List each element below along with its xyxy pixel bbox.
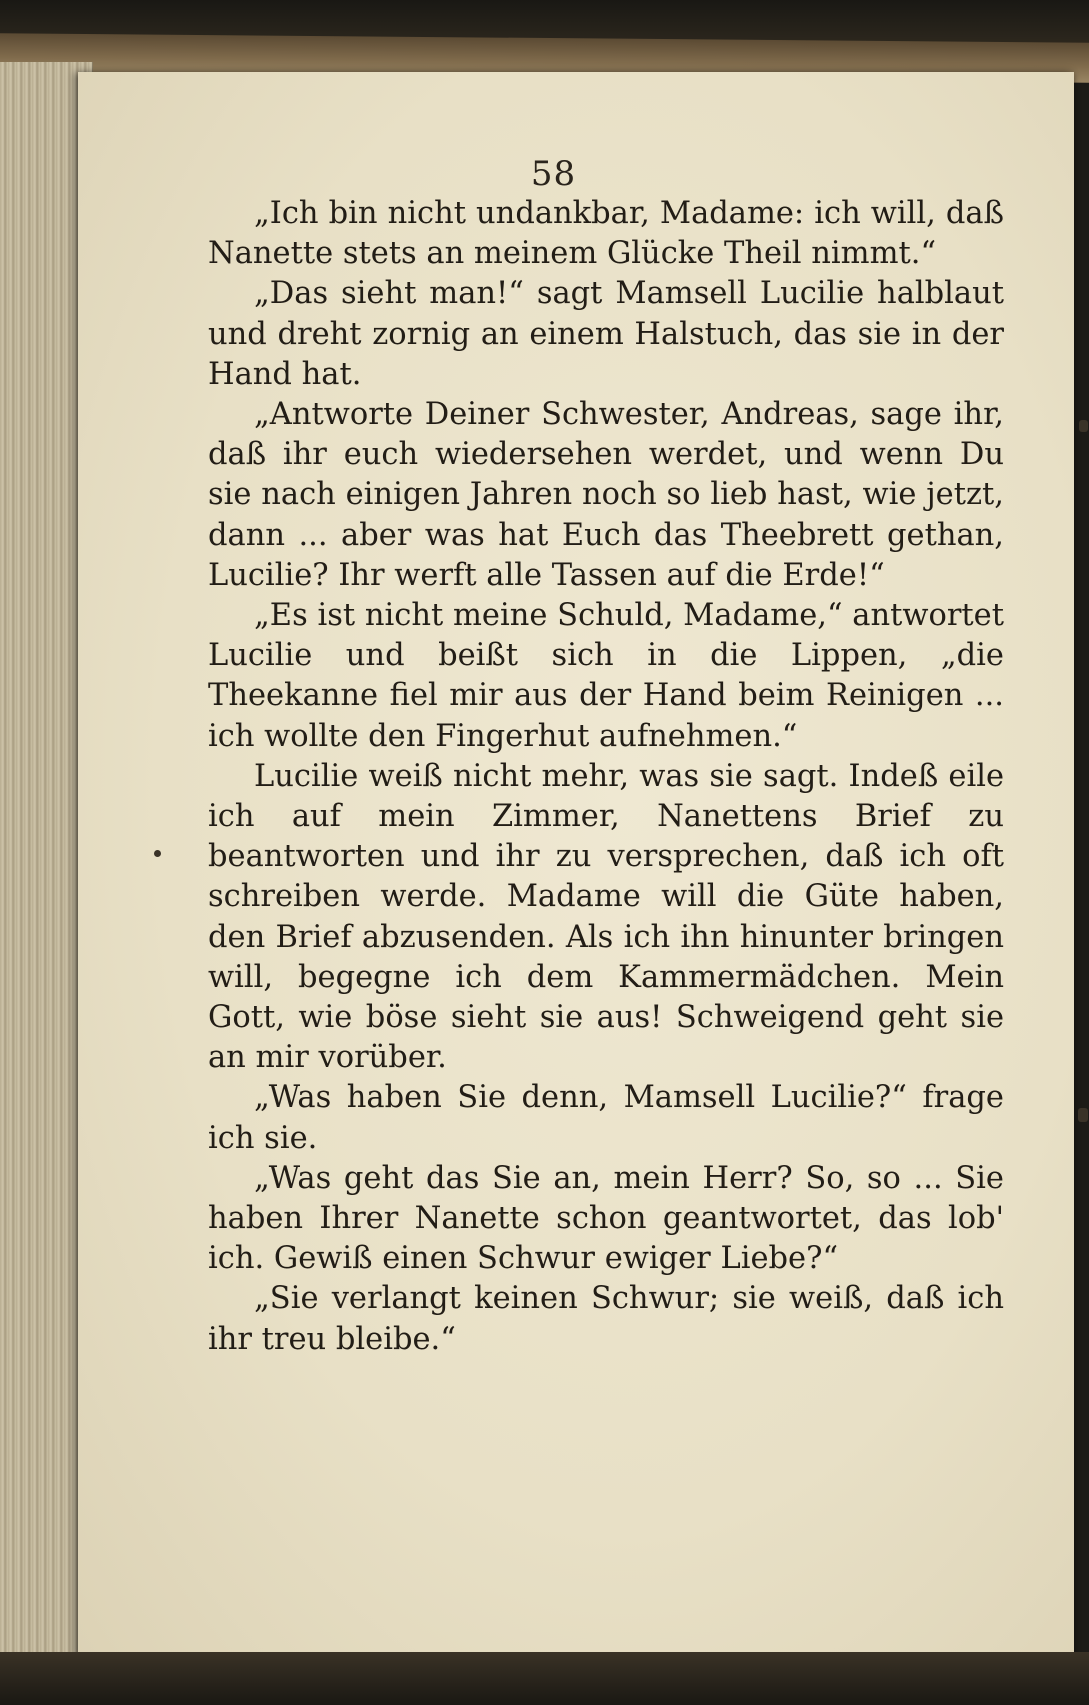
paragraph-6: „Was haben Sie denn, Mamsell Lucilie?“ frage ich sie. — [208, 1080, 1004, 1156]
paragraph-2: „Das sieht man!“ sagt Mamsell Lucilie halblaut und dreht zornig an einem Halstuch, das sie in der Hand hat. — [208, 276, 1004, 392]
bottom-shadow — [0, 1652, 1089, 1705]
paragraph-1: „Ich bin nicht undankbar, Madame: ich will, daß Nanette stets an meinem Glücke Theil nimmt.“ — [208, 196, 1004, 272]
paragraph-3: „Antworte Deiner Schwester, Andreas, sage ihr, daß ihr euch wiedersehen werdet, und wenn Du sie nach einigen Jahren noch so lieb hast, wie jetzt, dann ... aber was hat Euch das Theebrett gethan, Lucilie? Ihr werft alle Tassen auf die Erde!“ — [208, 397, 1004, 593]
page-number: 58 — [530, 154, 577, 194]
paragraph-7: „Was geht das Sie an, mein Herr? So, so ... Sie haben Ihrer Nanette schon geantwortet, das lob' ich. Gewiß einen Schwur ewiger Liebe?“ — [208, 1160, 1004, 1277]
page-tab-mark — [1079, 420, 1088, 432]
page-tab-mark — [1078, 1108, 1088, 1122]
paragraph-4: „Es ist nicht meine Schuld, Madame,“ antwortet Lucilie und beißt sich in die Lippen, „die Theekanne fiel mir aus der Hand beim Reinigen ... ich wollte den Fingerhut aufnehmen.“ — [208, 598, 1004, 754]
paragraph-5: Lucilie weiß nicht mehr, was sie sagt. Indeß eile ich auf mein Zimmer, Nanettens Brief zu beantworten und ihr zu versprechen, daß ich oft schreiben werde. Madame will die Güte haben, den Brief abzusenden. Als ich ihn hinunter bringen will, begegne ich dem Kammermädchen. Mein Gott, wie böse sieht sie aus! Schweigend geht sie an mir vorüber. — [208, 758, 1004, 1076]
body-text — [208, 194, 1004, 1360]
paragraph-8: „Sie verlangt keinen Schwur; sie weiß, daß ich ihr treu bleibe.“ — [208, 1281, 1004, 1357]
ink-spot — [154, 850, 161, 857]
